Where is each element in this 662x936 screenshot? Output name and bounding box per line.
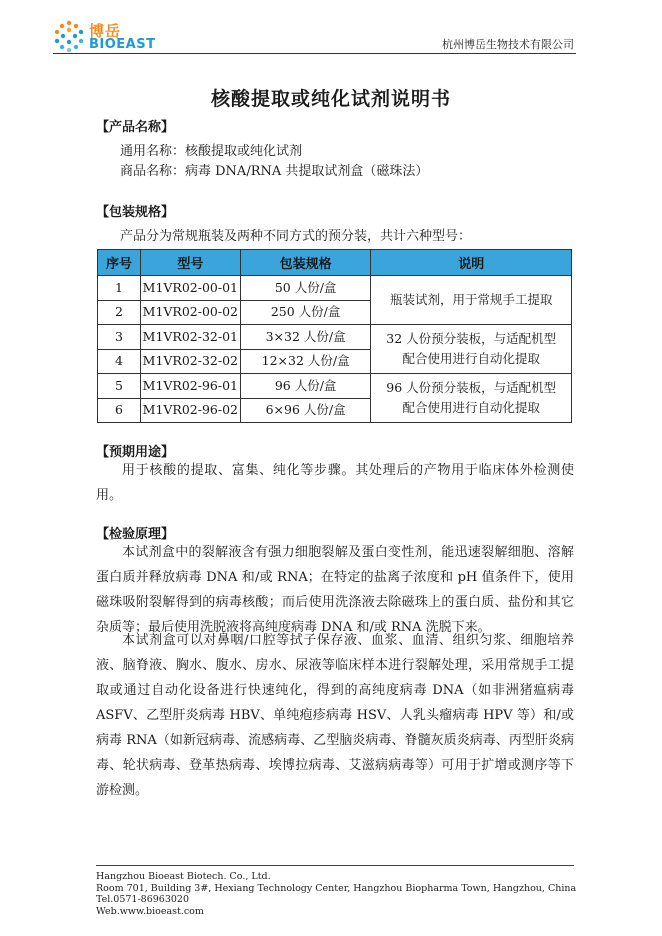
row-no: 5 (98, 374, 141, 399)
footer-company: Hangzhou Bioeast Biotech. Co., Ltd. (96, 871, 271, 882)
section-heading-packaging: 【包装规格】 (96, 205, 175, 220)
row-spec: 96 人份/盒 (240, 374, 371, 399)
company-name: 杭州博岳生物技术有限公司 (442, 38, 574, 51)
trade-name: 商品名称：病毒 DNA/RNA 共提取试剂盒（磁珠法） (120, 164, 429, 179)
company-logo (53, 20, 163, 54)
header-model: 型号 (140, 250, 240, 276)
row-spec: 250 人份/盒 (240, 300, 371, 325)
row-no: 6 (98, 398, 141, 423)
table-header-row (98, 250, 572, 276)
common-name: 通用名称：核酸提取或纯化试剂 (120, 144, 303, 159)
row-spec: 6×96 人份/盒 (240, 398, 371, 423)
row-note: 96 人份预分装板，与适配机型配合使用进行自动化提取 (371, 374, 572, 423)
document-title: 核酸提取或纯化试剂说明书 (210, 88, 451, 110)
footer-divider (96, 865, 574, 866)
table-row (98, 276, 572, 301)
packaging-table (97, 249, 572, 423)
logo-text-en: BIOEAST (89, 37, 156, 52)
row-model: M1VR02-32-01 (140, 325, 240, 350)
row-no: 2 (98, 300, 141, 325)
section-heading-intended-use: 【预期用途】 (96, 445, 175, 460)
intended-use-text: 用于核酸的提取、富集、纯化等步骤。其处理后的产物用于临床体外检测使用。 (96, 463, 574, 503)
row-note: 32 人份预分装板，与适配机型配合使用进行自动化提取 (371, 325, 572, 374)
row-model: M1VR02-96-01 (140, 374, 240, 399)
row-model: M1VR02-96-02 (140, 398, 240, 423)
row-spec: 50 人份/盒 (240, 276, 371, 301)
packaging-intro: 产品分为常规瓶装及两种不同方式的预分装，共计六种型号： (120, 229, 472, 244)
logo-dots-icon (53, 20, 83, 52)
principle-paragraph-1: 本试剂盒中的裂解液含有强力细胞裂解及蛋白变性剂，能迅速裂解细胞、溶解蛋白质并释放病毒 DNA 和/或 RNA；在特定的盐离子浓度和 pH 值条件下，使用磁珠吸附裂解得到的病毒核酸；而后使用洗涤液去除磁珠上的蛋白质、盐份和其它杂质等；最后使用洗脱液将高纯度病毒 DNA 和/或 RNA 洗脱下来。 (96, 545, 574, 635)
row-no: 3 (98, 325, 141, 350)
header-divider (53, 53, 576, 54)
footer-address: Room 701, Building 3#, Hexiang Technology Center, Hangzhou Biopharma Town, Hangzhou, China (96, 882, 577, 894)
row-spec: 12×32 人份/盒 (240, 349, 371, 374)
section-heading-product-name: 【产品名称】 (96, 120, 175, 135)
table-row (98, 325, 572, 350)
header-note: 说明 (371, 250, 572, 276)
header-spec: 包装规格 (240, 250, 371, 276)
header-no: 序号 (98, 250, 141, 276)
row-no: 1 (98, 276, 141, 301)
row-spec: 3×32 人份/盒 (240, 325, 371, 350)
row-model: M1VR02-32-02 (140, 349, 240, 374)
row-model: M1VR02-00-01 (140, 276, 240, 301)
section-heading-principle: 【检验原理】 (96, 527, 175, 542)
logo-text-cn: 博岳 (89, 22, 122, 40)
footer-tel: Tel.0571-86963020 (96, 894, 190, 905)
footer (96, 871, 576, 917)
principle-paragraph-2: 本试剂盒可以对鼻咽/口腔等拭子保存液、血浆、血清、组织匀浆、细胞培养液、脑脊液、胸水、腹水、房水、尿液等临床样本进行裂解处理，采用常规手工提取或通过自动化设备进行快速纯化，得到的高纯度病毒 DNA（如非洲猪瘟病毒 ASFV、乙型肝炎病毒 HBV、单纯疱疹病毒 HSV、人乳头瘤病毒 HPV 等）和/或病毒 RNA（如新冠病毒、流感病毒、乙型脑炎病毒、脊髓灰质炎病毒、丙型肝炎病毒、轮状病毒、登革热病毒、埃博拉病毒、艾滋病病毒等）可用于扩增或测序等下游检测。 (96, 633, 574, 798)
row-note: 瓶装试剂，用于常规手工提取 (371, 276, 572, 325)
table-row (98, 374, 572, 399)
row-model: M1VR02-00-02 (140, 300, 240, 325)
row-no: 4 (98, 349, 141, 374)
footer-web: Web.www.bioeast.com (96, 905, 204, 917)
